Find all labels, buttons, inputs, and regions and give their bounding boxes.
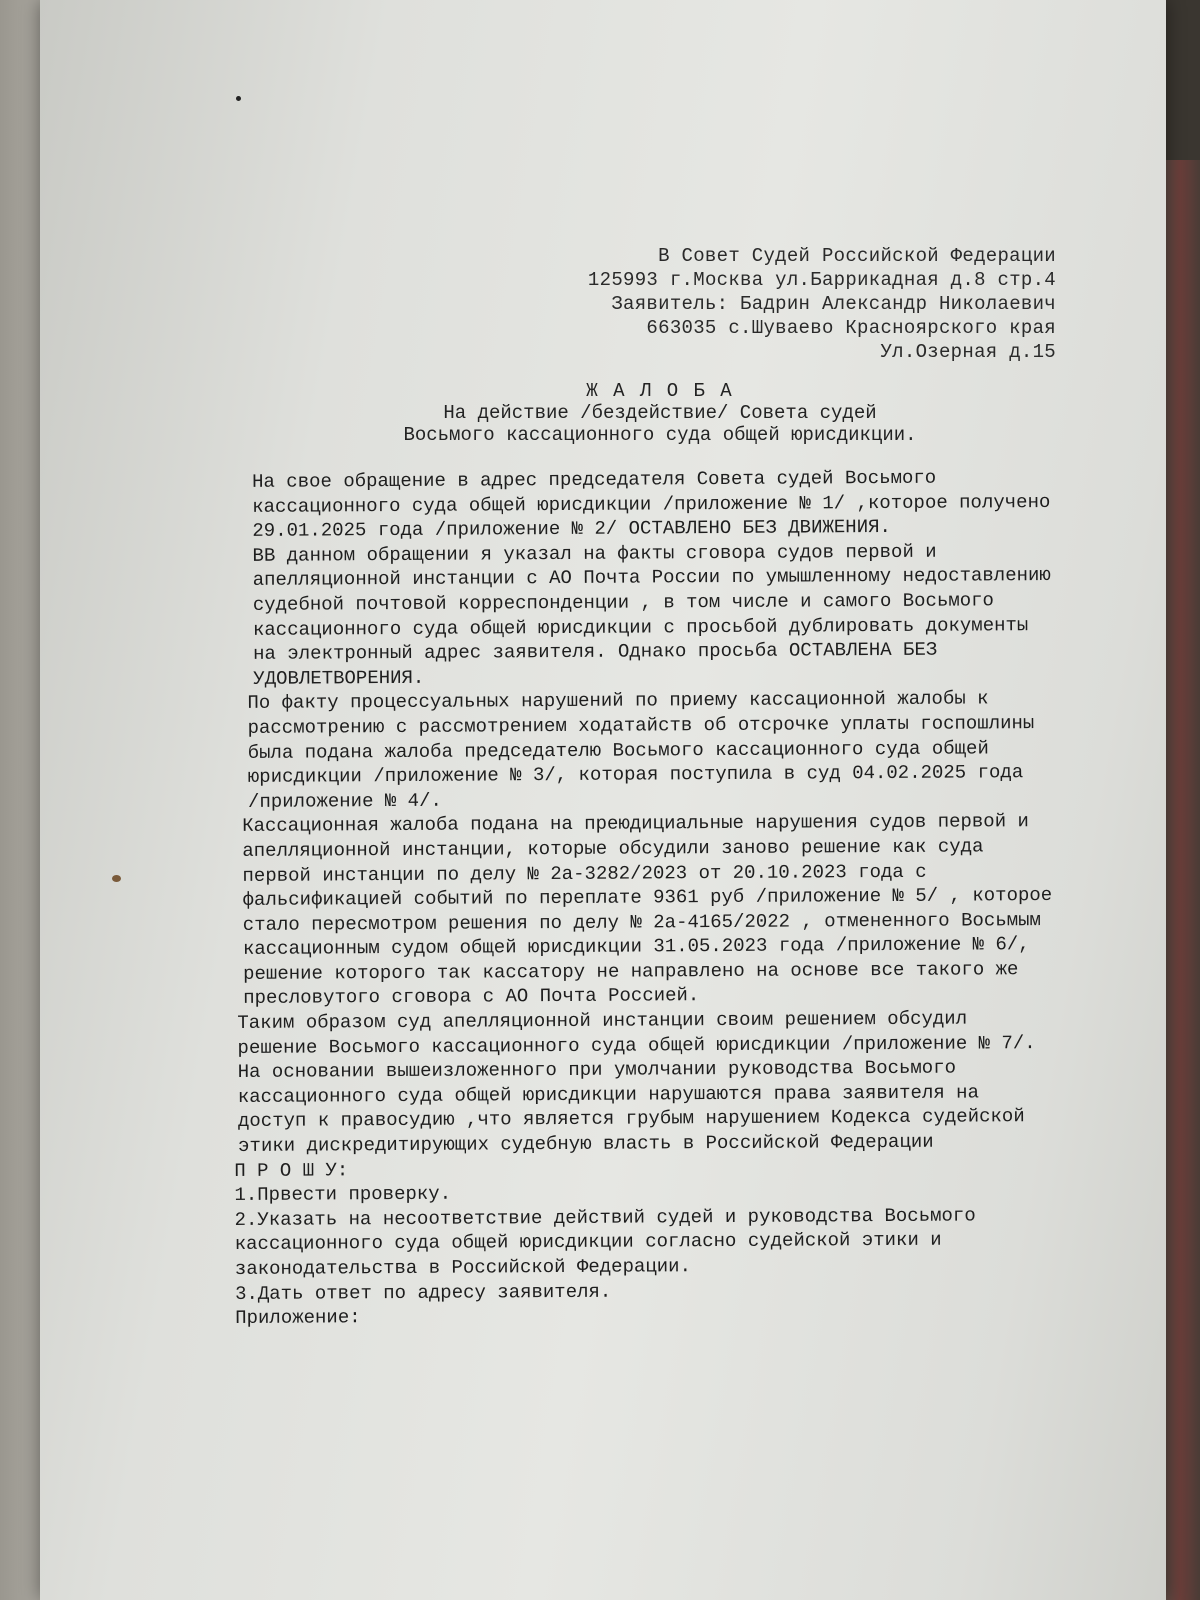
body-line: 2.Указать на несоответствие действий судей и руководства Восьмого	[234, 1204, 976, 1231]
body-line: кассационным судом общей юрисдикции 31.05.2023 года /приложение № 6/,	[242, 933, 1030, 961]
body-line: законодательства в Российской Федерации.	[234, 1255, 692, 1280]
body-line: на электронный адрес заявителя. Однако просьба ОСТАВЛЕНА БЕЗ	[253, 638, 938, 666]
body-line: кассационного суда общей юрисдикции /приложение № 1/ ,которое получено	[252, 490, 1051, 518]
address-line-1: В Совет Судей Российской Федерации	[658, 245, 1056, 267]
body-line: юрисдикции /приложение № 3/, которая поступила в суд 04.02.2025 года	[247, 761, 1024, 789]
paper-stain	[112, 875, 121, 882]
address-line-5: Ул.Озерная д.15	[880, 341, 1056, 363]
body-line: решение Восьмого кассационного суда общей юрисдикции /приложение № 7/.	[237, 1031, 1036, 1059]
body-line: первой инстанции по делу № 2а-3282/2023 от 20.10.2023 года с	[242, 860, 927, 887]
document-body	[230, 464, 1160, 1330]
body-line: Кассационная жалоба подана на преюдициальные нарушения судов первой и	[242, 810, 1029, 838]
body-line: кассационного суда общей юрисдикции согласно судейской этики и	[234, 1229, 942, 1256]
body-line: кассационного суда общей юрисдикции с просьбой дублировать документы	[252, 613, 1029, 641]
body-line: УДОВЛЕТВОРЕНИЯ.	[253, 666, 425, 690]
background-surface	[1160, 160, 1200, 1600]
body-line: судебной почтовой корреспонденции , в том числе и самого Восьмого	[252, 589, 995, 616]
body-line: решение которого так кассатору не направлено на основе все такого же	[243, 958, 1019, 985]
body-line: 3.Дать ответ по адресу заявителя.	[234, 1280, 612, 1305]
body-line: этики дискредитирующих судебную власть в Российской Федерации	[238, 1130, 934, 1157]
address-line-4: 663035 с.Шуваево Красноярского края	[646, 317, 1056, 339]
document-page	[40, 0, 1166, 1600]
address-line-3: Заявитель: Бадрин Александр Николаевич	[611, 293, 1056, 315]
addressee-block	[588, 244, 1056, 364]
body-line: кассационного суда общей юрисдикции нарушаются права заявителя на	[237, 1081, 980, 1108]
ink-dot	[236, 96, 241, 101]
body-line: апелляционной инстанции, которые обсудили заново решение как суда	[242, 835, 984, 862]
body-line: П Р О Ш У:	[234, 1158, 349, 1182]
body-line: стало пересмотром решения по делу № 2а-4165/2022 , отмененного Восьмым	[242, 908, 1041, 936]
body-line: апелляционной инстанции с АО Почта России по умышленному недоставлению	[252, 564, 1051, 592]
body-line: На свое обращение в адрес председателя Совета судей Восьмого	[252, 466, 937, 493]
body-line: 1.Првести проверку.	[234, 1182, 452, 1207]
document-subtitle-1: На действие /бездействие/ Совета судей	[443, 402, 877, 424]
body-line: доступ к правосудию ,что является грубым нарушением Кодекса судейской	[237, 1105, 1025, 1133]
body-line: По факту процессуальных нарушений по приему кассационной жалобы к	[247, 687, 989, 715]
body-line: ВВ данном обращении я указал на факты сговора судов первой и	[252, 540, 937, 567]
document-heading	[350, 380, 970, 446]
body-line: /приложение № 4/.	[247, 789, 442, 813]
body-line: Таким образом суд апелляционной инстанции своим решением обсудил	[237, 1007, 968, 1035]
body-line: рассмотрению с рассмотрением ходатайств об отсрочке уплаты госпошлины	[247, 712, 1035, 739]
body-line: 29.01.2025 года /приложение № 2/ ОСТАВЛЕНО БЕЗ ДВИЖЕНИЯ.	[252, 516, 891, 543]
body-line: была подана жалоба председателю Восьмого кассационного суда общей	[247, 736, 989, 764]
address-line-2: 125993 г.Москва ул.Баррикадная д.8 стр.4	[587, 269, 1056, 291]
body-line: Приложение:	[235, 1306, 361, 1330]
body-line: пресловутого сговора с АО Почта Россией.	[243, 984, 700, 1010]
body-line: На основании вышеизложенного при умолчании руководства Восьмого	[237, 1056, 957, 1084]
document-title: Ж А Л О Б А	[586, 380, 734, 402]
body-line: фальсификацией событий по переплате 9361 руб /приложение № 5/ , которое	[242, 884, 1053, 912]
document-subtitle-2: Восьмого кассационного суда общей юрисдикции.	[403, 424, 917, 446]
